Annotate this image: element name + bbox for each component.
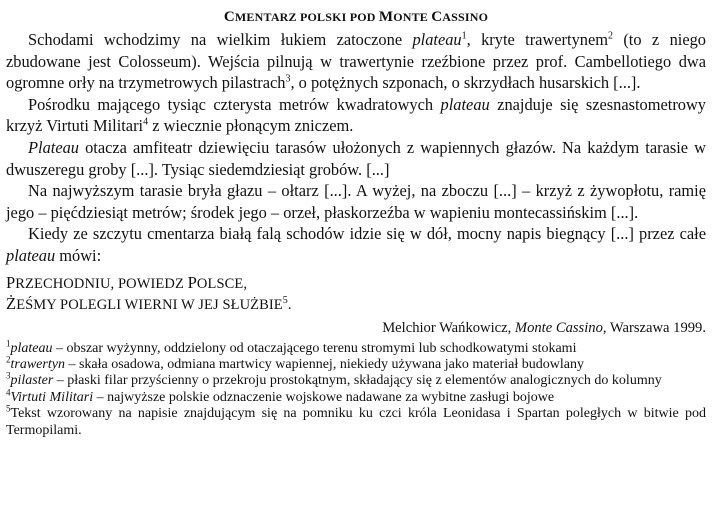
paragraph-3	[6, 137, 706, 180]
paragraph-text: Kiedy ze szczytu cmentarza białą falą schodów idzie się w dół, mocny napis biegnący [...] przez całe	[28, 224, 706, 244]
footnote-ref: 2	[607, 30, 613, 42]
footnote-term: Virtuti Militari	[10, 389, 94, 405]
inscription-text: .	[287, 296, 292, 313]
paragraph-text: otacza amfiteatr dziewięciu tarasów ułożonych z wapiennych głazów. Na każdym tarasie w dwuszeregu groby [...]. Tysiąc siedemdziesiąt grobów. [...]	[6, 137, 706, 179]
inscription-line-1	[6, 273, 706, 294]
footnote-term: pilaster	[10, 373, 54, 389]
footnote-ref: 1	[461, 30, 467, 42]
source-author: Melchior Wańkowicz,	[382, 319, 515, 336]
footnote-5	[6, 403, 706, 439]
paragraph-text: Na najwyższym tarasie bryła głazu – ołtarz [...]. A wyżej, na zboczu [...] – krzyż z żywopłotu, ramię jego – pięćdziesiąt metrów; środek jego – orzeł, płaskorzeźba w wapieniu montecassińskim [...].	[6, 181, 706, 222]
paragraph-text: z wiecznie płonącym zniczem.	[148, 116, 354, 136]
document-body	[6, 29, 706, 267]
footnote-3	[6, 370, 706, 389]
inscription-text: OLSCE,	[196, 275, 248, 292]
paragraph-text: znajduje się szesnastometrowy krzyż Virtuti Militari	[6, 94, 707, 136]
paragraph-2	[6, 94, 706, 137]
source-work-title: Monte Cassino	[514, 319, 603, 336]
title-part-2: ONTE	[393, 10, 432, 24]
footnote-term: trawertyn	[10, 356, 65, 372]
paragraph-text: Pośrodku mającego tysiąc czterysta metrów kwadratowych	[28, 94, 441, 114]
paragraph-text: (to z niego zbudowane jest Colosseum). Wejścia pilnują w trawertynie rzeźbione przez prof. Cambellotiego dwa ogromne orły na trzymetrowych pilastrach	[6, 30, 706, 93]
title-initial-3: C	[431, 9, 443, 25]
inscription-text: EŚMY POLEGLI WIERNI W JEJ SŁUŻBIE	[16, 296, 283, 313]
title-part-3: ASSINO	[442, 10, 489, 24]
title-initial-1: C	[223, 9, 235, 25]
footnote-1	[6, 337, 706, 357]
footnote-text: – obszar wyżynny, oddzielony od otaczającego terenu stromymi lub schodkowatymi stokami	[52, 340, 577, 356]
footnote-number: 5	[6, 403, 11, 414]
footnote-text: – płaski filar przyścienny o przekroju prostokątnym, składający się z elementów analogicznych do kolumny	[53, 373, 662, 389]
paragraph-text: , kryte trawertynem	[466, 30, 608, 49]
paragraph-1	[6, 29, 706, 94]
footnote-text: – skała osadowa, odmiana martwicy wapiennej, niekiedy używana jako materiał budowlany	[64, 356, 584, 372]
footnote-2	[6, 354, 706, 373]
title-part-1: MENTARZ POLSKI POD	[234, 10, 379, 24]
inscription-initial: P	[6, 272, 16, 292]
paragraph-4	[6, 180, 706, 223]
paragraph-text: Schodami wchodzimy na wielkim łukiem zatoczone	[28, 30, 413, 49]
italic-term: plateau	[412, 30, 462, 49]
footnote-number: 1	[6, 337, 11, 348]
title-initial-2: M	[378, 9, 394, 25]
source-citation	[6, 319, 706, 337]
paragraph-text: mówi:	[55, 245, 102, 265]
italic-term: plateau	[440, 94, 490, 114]
italic-term: plateau	[6, 245, 56, 265]
footnote-4	[6, 387, 706, 406]
footnote-number: 3	[6, 370, 11, 381]
inscription-text: RZECHODNIU, POWIEDZ	[15, 275, 188, 292]
paragraph-5	[6, 223, 706, 266]
italic-term: Plateau	[28, 137, 79, 157]
footnote-ref: 4	[143, 116, 149, 128]
paragraph-text: , o potężnych szponach, o skrzydłach husarskich [...].	[290, 73, 641, 93]
footnote-number: 2	[6, 354, 11, 365]
footnote-text: – najwyższe polskie odznaczenie wojskowe nadawane za wybitne zasługi bojowe	[93, 389, 555, 405]
footnote-term: plateau	[10, 340, 53, 356]
footnote-text: Tekst wzorowany na napisie znajdującym się na pomniku ku czci króla Leonidasa i Spartan poległych w bitwie pod Termopilami.	[6, 406, 706, 438]
footnote-number: 4	[6, 387, 11, 398]
inscription-initial: Ż	[6, 293, 17, 313]
inscription-initial: P	[187, 272, 197, 292]
footnote-ref: 3	[285, 73, 291, 85]
document-title	[6, 9, 706, 26]
source-details: , Warszawa 1999.	[602, 319, 706, 336]
footnote-ref: 5	[282, 294, 288, 306]
footnotes	[6, 337, 706, 439]
inscription-line-2	[6, 294, 706, 315]
inscription	[6, 273, 706, 315]
